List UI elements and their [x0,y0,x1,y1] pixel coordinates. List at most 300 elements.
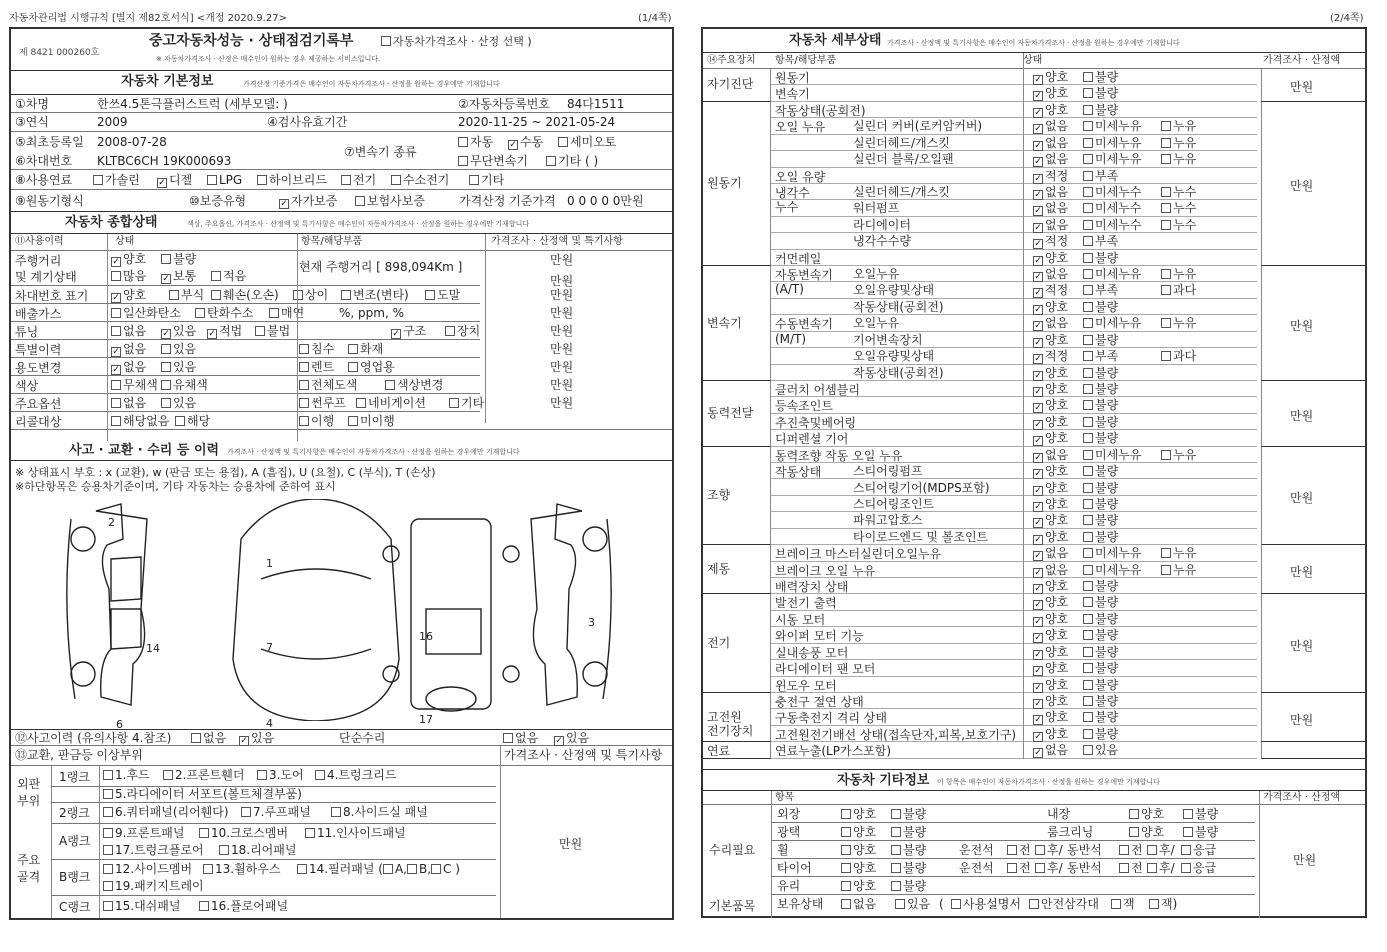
wheel-emergency-checkbox[interactable] [1181,845,1191,855]
rankA-frontpanel[interactable]: 9.프론트패널 [103,827,184,839]
overall-option-checkbox[interactable] [175,416,185,426]
detail-state[interactable]: ✓ 없음 [1033,219,1068,233]
detail-state[interactable]: 미세누유 [1083,120,1141,132]
detail-state-checkbox[interactable] [1033,748,1043,758]
detail-state-checkbox[interactable] [1083,121,1093,131]
fuel-lpg[interactable]: LPG [207,174,242,186]
price-select-checkbox[interactable] [381,36,391,46]
wheel-driver-rear-checkbox[interactable] [1035,845,1045,855]
detail-state[interactable]: ✓ 양호 [1033,728,1068,742]
detail-state[interactable]: 누유 [1161,547,1196,559]
trans-manual[interactable]: ✓ 수동 [508,136,543,150]
rankB-packagetray[interactable]: 19.패키지트레이 [103,880,204,892]
detail-state[interactable]: 누유 [1161,137,1196,149]
detail-state-checkbox[interactable] [1161,351,1171,361]
detail-state-checkbox[interactable] [1033,157,1043,167]
tire-driver-front-checkbox[interactable] [1007,863,1017,873]
tire-emergency-checkbox[interactable] [1181,863,1191,873]
detail-state-checkbox[interactable] [1083,712,1093,722]
items-none[interactable]: 없음 [841,898,876,910]
overall-option[interactable]: ✓ 있음 [161,325,196,339]
glass-bad[interactable]: 불량 [891,880,926,892]
interior-bad[interactable]: 불량 [1183,808,1218,820]
fuel-electric[interactable]: 전기 [341,174,376,186]
tire-good[interactable]: 양호 [841,862,876,874]
overall-option[interactable]: 없음 [111,397,146,409]
detail-state[interactable]: 미세누유 [1083,449,1141,461]
rank2-sidesill[interactable]: 8.사이드실 패널 [331,806,428,818]
detail-state-checkbox[interactable] [1033,715,1043,725]
detail-state[interactable]: ✓ 양호 [1033,334,1068,348]
interior-good-checkbox[interactable] [1129,809,1139,819]
tire-driver-front[interactable]: 전 [1007,862,1031,874]
detail-state[interactable]: ✓ 양호 [1033,596,1068,610]
detail-state[interactable]: 불량 [1083,482,1118,494]
detail-state[interactable]: 과다 [1161,284,1196,296]
glass-good[interactable]: 양호 [841,880,876,892]
wheel-bad[interactable]: 불량 [891,844,926,856]
detail-state[interactable]: ✓ 양호 [1033,104,1068,118]
gloss-good[interactable]: 양호 [841,826,876,838]
detail-state-checkbox[interactable] [1033,288,1043,298]
overall-option-checkbox[interactable] [269,308,279,318]
detail-state-checkbox[interactable] [1033,124,1043,134]
detail-state-checkbox[interactable] [1161,220,1171,230]
detail-state[interactable]: ✓ 없음 [1033,268,1068,282]
detail-state[interactable]: 부족 [1083,170,1118,182]
overall-option[interactable]: 색상변경 [385,379,443,391]
fuel-gasoline[interactable]: 가솔린 [93,174,140,186]
exterior-bad[interactable]: 불량 [891,808,926,820]
detail-state[interactable]: ✓ 적정 [1033,284,1068,298]
rankB-sidemember[interactable]: 12.사이드멤버 [103,863,192,875]
tire-driver-rear-checkbox[interactable] [1035,863,1045,873]
warranty-self[interactable]: ✓ 자가보증 [279,195,337,209]
detail-state-checkbox[interactable] [1083,88,1093,98]
detail-state[interactable]: 미세누수 [1083,202,1141,214]
overall-option[interactable]: ✓ 적법 [207,325,242,339]
cleaning-good-checkbox[interactable] [1129,827,1139,837]
detail-state-checkbox[interactable] [1033,732,1043,742]
items-spanner[interactable]: 잭) [1149,898,1177,910]
overall-option[interactable]: 해당 [175,415,210,427]
overall-option-checkbox[interactable] [161,380,171,390]
detail-state-checkbox[interactable] [1033,584,1043,594]
overall-option[interactable]: 무채색 [111,379,158,391]
rank1-fender[interactable]: 2.프론트휀더 [163,769,244,781]
detail-state[interactable]: 불량 [1083,695,1118,707]
detail-state[interactable]: 불량 [1083,662,1118,674]
detail-state-checkbox[interactable] [1083,450,1093,460]
detail-state[interactable]: ✓ 없음 [1033,153,1068,167]
overall-option[interactable]: 있음 [161,343,196,355]
detail-state-checkbox[interactable] [1033,420,1043,430]
overall-option[interactable]: 유채색 [161,379,208,391]
detail-state-checkbox[interactable] [1083,285,1093,295]
rankC-dash[interactable]: 15.대쉬패널 [103,900,180,912]
detail-state[interactable]: 불량 [1083,104,1118,116]
detail-state-checkbox[interactable] [1033,568,1043,578]
detail-state[interactable]: 미세누유 [1083,153,1141,165]
detail-state[interactable]: ✓ 양호 [1033,416,1068,430]
detail-state-checkbox[interactable] [1083,368,1093,378]
detail-state[interactable]: 불량 [1083,646,1118,658]
detail-state-checkbox[interactable] [1033,403,1043,413]
overall-option[interactable]: 상이 [293,289,328,301]
detail-state-checkbox[interactable] [1033,223,1043,233]
detail-state-checkbox[interactable] [1083,318,1093,328]
detail-state-checkbox[interactable] [1161,269,1171,279]
detail-state[interactable]: ✓ 없음 [1033,120,1068,134]
trans-semi[interactable]: 세미오토 [558,136,616,148]
overall-option-checkbox[interactable] [111,347,121,357]
wheel-driver-front-checkbox[interactable] [1007,845,1017,855]
detail-state-checkbox[interactable] [1033,666,1043,676]
detail-state[interactable]: ✓ 양호 [1033,711,1068,725]
mileage-many[interactable]: 많음 [111,270,146,282]
detail-state-checkbox[interactable] [1033,683,1043,693]
overall-option[interactable]: 매연 [269,307,304,319]
overall-option-checkbox[interactable] [445,326,455,336]
gloss-bad-checkbox[interactable] [891,827,901,837]
detail-state[interactable]: ✓ 양호 [1033,252,1068,266]
detail-state[interactable]: 불량 [1083,465,1118,477]
rank1-hood[interactable]: 1.후드 [103,769,150,781]
detail-state-checkbox[interactable] [1083,581,1093,591]
detail-state[interactable]: ✓ 양호 [1033,383,1068,397]
detail-state[interactable]: ✓ 양호 [1033,301,1068,315]
overall-option-checkbox[interactable] [385,380,395,390]
overall-option[interactable]: 렌트 [299,361,334,373]
detail-state[interactable]: 누수 [1161,202,1196,214]
detail-state[interactable]: ✓ 양호 [1033,662,1068,676]
accident-yes[interactable]: ✓ 있음 [239,732,274,746]
mileage-normal-checkbox[interactable] [161,274,171,284]
items-have-checkbox[interactable] [895,899,905,909]
interior-good[interactable]: 양호 [1129,808,1164,820]
overall-option-checkbox[interactable] [169,290,179,300]
detail-state-checkbox[interactable] [1083,680,1093,690]
overall-option[interactable]: ✓ 양호 [111,289,146,303]
detail-state[interactable]: ✓ 없음 [1033,449,1068,463]
overall-option[interactable]: 있음 [161,397,196,409]
detail-state[interactable]: ✓ 없음 [1033,202,1068,216]
exterior-good-checkbox[interactable] [841,809,851,819]
overall-option[interactable]: 일산화탄소 [111,307,181,319]
overall-option-checkbox[interactable] [391,329,401,339]
overall-option-checkbox[interactable] [341,290,351,300]
detail-state-checkbox[interactable] [1033,256,1043,266]
detail-state-checkbox[interactable] [1033,633,1043,643]
overall-option[interactable]: 네비게이션 [356,397,426,409]
overall-option-checkbox[interactable] [356,398,366,408]
detail-state-checkbox[interactable] [1083,565,1093,575]
overall-option[interactable]: 이행 [299,415,334,427]
overall-option[interactable]: 부식 [169,289,204,301]
detail-state-checkbox[interactable] [1083,302,1093,312]
detail-state[interactable]: 미세누유 [1083,137,1141,149]
detail-state[interactable]: ✓ 양호 [1033,367,1068,381]
items-none-checkbox[interactable] [841,899,851,909]
detail-state-checkbox[interactable] [1033,469,1043,479]
detail-state[interactable]: ✓ 적정 [1033,170,1068,184]
detail-state[interactable]: 누수 [1161,186,1196,198]
detail-state[interactable]: ✓ 양호 [1033,580,1068,594]
detail-state[interactable]: ✓ 양호 [1033,679,1068,693]
rankA-crossmember[interactable]: 10.크로스멤버 [199,827,288,839]
items-manual[interactable]: 사용설명서 [951,898,1021,910]
detail-state[interactable]: ✓ 없음 [1033,547,1068,561]
overall-option-checkbox[interactable] [348,362,358,372]
overall-option[interactable]: 기타 [449,397,484,409]
detail-state[interactable]: 누유 [1161,449,1196,461]
detail-state-checkbox[interactable] [1083,696,1093,706]
mileage-few[interactable]: 적음 [211,270,246,282]
overall-option[interactable]: 변조(변타) [341,289,409,301]
tire-pass-rear[interactable]: 후/ [1147,862,1175,874]
detail-state-checkbox[interactable] [1083,203,1093,213]
mileage-normal[interactable]: ✓ 보통 [161,270,196,284]
detail-state[interactable]: ✓ 양호 [1033,87,1068,101]
trans-other[interactable]: 기타 ( ) [546,155,598,167]
detail-state[interactable]: ✓ 없음 [1033,317,1068,331]
detail-state[interactable]: 누유 [1161,268,1196,280]
detail-state-checkbox[interactable] [1161,565,1171,575]
gloss-good-checkbox[interactable] [841,827,851,837]
detail-state-checkbox[interactable] [1033,75,1043,85]
accident-none[interactable]: 없음 [191,732,226,744]
items-jack[interactable]: 잭 [1111,898,1135,910]
items-have[interactable]: 있음 [895,898,930,910]
detail-state-checkbox[interactable] [1083,532,1093,542]
detail-state-checkbox[interactable] [1033,387,1043,397]
detail-state-checkbox[interactable] [1083,384,1093,394]
overall-option-checkbox[interactable] [348,344,358,354]
detail-state-checkbox[interactable] [1083,663,1093,673]
detail-state-checkbox[interactable] [1033,206,1043,216]
detail-state-checkbox[interactable] [1083,515,1093,525]
detail-state-checkbox[interactable] [1033,354,1043,364]
detail-state[interactable]: 누유 [1161,317,1196,329]
detail-state[interactable]: 불량 [1083,87,1118,99]
detail-state[interactable]: 불량 [1083,252,1118,264]
detail-state[interactable]: ✓ 양호 [1033,613,1068,627]
overall-option[interactable]: 불법 [255,325,290,337]
exterior-bad-checkbox[interactable] [891,809,901,819]
detail-state[interactable]: 미세누수 [1083,219,1141,231]
fuel-diesel[interactable]: ✓ 디젤 [157,174,192,188]
detail-state-checkbox[interactable] [1161,548,1171,558]
wheel-pass-rear[interactable]: 후/ [1147,844,1175,856]
detail-state-checkbox[interactable] [1033,141,1043,151]
detail-state-checkbox[interactable] [1083,729,1093,739]
detail-state[interactable]: 과다 [1161,350,1196,362]
detail-state[interactable]: ✓ 양호 [1033,71,1068,85]
detail-state[interactable]: 미세누수 [1083,186,1141,198]
detail-state-checkbox[interactable] [1033,436,1043,446]
detail-state-checkbox[interactable] [1033,699,1043,709]
detail-state-checkbox[interactable] [1033,174,1043,184]
detail-state[interactable]: ✓ 양호 [1033,399,1068,413]
detail-state-checkbox[interactable] [1033,502,1043,512]
items-manual-checkbox[interactable] [951,899,961,909]
detail-state[interactable]: 미세누유 [1083,268,1141,280]
overall-option-checkbox[interactable] [161,362,171,372]
detail-state[interactable]: 미세누유 [1083,564,1141,576]
detail-state-checkbox[interactable] [1083,647,1093,657]
rankA-insidepanel[interactable]: 11.인사이드패널 [305,827,406,839]
detail-state-checkbox[interactable] [1033,239,1043,249]
overall-option-checkbox[interactable] [299,362,309,372]
overall-option-checkbox[interactable] [195,308,205,318]
detail-state-checkbox[interactable] [1033,486,1043,496]
detail-state[interactable]: ✓ 양호 [1033,482,1068,496]
detail-state-checkbox[interactable] [1083,548,1093,558]
detail-state-checkbox[interactable] [1033,600,1043,610]
detail-state-checkbox[interactable] [1083,236,1093,246]
detail-state-checkbox[interactable] [1033,305,1043,315]
warranty-insurance[interactable]: 보험사보증 [355,195,425,207]
detail-state-checkbox[interactable] [1083,400,1093,410]
overall-option[interactable]: 영업용 [348,361,395,373]
fuel-hybrid[interactable]: 하이브리드 [257,174,327,186]
detail-state-checkbox[interactable] [1033,650,1043,660]
overall-option[interactable]: 썬루프 [299,397,346,409]
detail-state[interactable]: ✓ 없음 [1033,564,1068,578]
detail-state-checkbox[interactable] [1083,335,1093,345]
overall-option[interactable]: ✓ 없음 [111,343,146,357]
overall-option-checkbox[interactable] [211,290,221,300]
detail-state[interactable]: 불량 [1083,580,1118,592]
detail-state-checkbox[interactable] [1083,351,1093,361]
mileage-many-checkbox[interactable] [111,271,121,281]
detail-state[interactable]: 불량 [1083,531,1118,543]
detail-state-checkbox[interactable] [1161,187,1171,197]
detail-state[interactable]: 불량 [1083,416,1118,428]
detail-state-checkbox[interactable] [1083,433,1093,443]
detail-state-checkbox[interactable] [1083,105,1093,115]
overall-option[interactable]: ✓ 구조 [391,325,426,339]
overall-option-checkbox[interactable] [111,326,121,336]
detail-state-checkbox[interactable] [1083,466,1093,476]
detail-state-checkbox[interactable] [1083,483,1093,493]
detail-state[interactable]: 불량 [1083,711,1118,723]
items-jack-checkbox[interactable] [1111,899,1121,909]
overall-option[interactable]: ✓ 없음 [111,361,146,375]
wheel-good-checkbox[interactable] [841,845,851,855]
wheel-driver-front[interactable]: 전 [1007,844,1031,856]
rankB-pillar[interactable]: 14.필러패널 ( A, B, C ) [297,863,460,875]
detail-state-checkbox[interactable] [1083,630,1093,640]
tire-pass-front-checkbox[interactable] [1119,863,1129,873]
interior-bad-checkbox[interactable] [1183,809,1193,819]
detail-state[interactable]: 불량 [1083,498,1118,510]
detail-state[interactable]: 불량 [1083,629,1118,641]
rankC-floor[interactable]: 16.플로어패널 [199,900,288,912]
detail-state[interactable]: 불량 [1083,399,1118,411]
detail-state-checkbox[interactable] [1033,453,1043,463]
detail-state[interactable]: 불량 [1083,514,1118,526]
detail-state[interactable]: ✓ 양호 [1033,432,1068,446]
tire-bad[interactable]: 불량 [891,862,926,874]
detail-state[interactable]: 불량 [1083,613,1118,625]
detail-state[interactable]: 미세누유 [1083,547,1141,559]
rank2-roof[interactable]: 7.루프패널 [241,806,311,818]
detail-state[interactable]: 불량 [1083,432,1118,444]
items-spanner-checkbox[interactable] [1149,899,1159,909]
items-triangle-checkbox[interactable] [1029,899,1039,909]
rank1-trunk[interactable]: 4.트렁크리드 [315,769,396,781]
overall-option-checkbox[interactable] [111,365,121,375]
rank1-radiator[interactable]: 5.라디에이터 서포트(볼트체결부품) [103,788,302,800]
detail-state[interactable]: ✓ 양호 [1033,498,1068,512]
detail-state[interactable]: 누유 [1161,120,1196,132]
detail-state-checkbox[interactable] [1083,269,1093,279]
overall-option-checkbox[interactable] [299,416,309,426]
detail-state-checkbox[interactable] [1083,138,1093,148]
detail-state-checkbox[interactable] [1161,285,1171,295]
tire-pass-rear-checkbox[interactable] [1147,863,1157,873]
overall-option-checkbox[interactable] [293,290,303,300]
detail-state[interactable]: 부족 [1083,284,1118,296]
overall-option-checkbox[interactable] [348,416,358,426]
wheel-pass-front[interactable]: 전 [1119,844,1143,856]
detail-state-checkbox[interactable] [1083,499,1093,509]
overall-option-checkbox[interactable] [161,329,171,339]
tire-good-checkbox[interactable] [841,863,851,873]
rankB-wheelhouse[interactable]: 13.휠하우스 [203,863,280,875]
wheel-pass-rear-checkbox[interactable] [1147,845,1157,855]
simple-yes[interactable]: ✓ 있음 [554,732,589,746]
detail-state[interactable]: ✓ 양호 [1033,695,1068,709]
detail-state[interactable]: ✓ 없음 [1033,137,1068,151]
detail-state-checkbox[interactable] [1161,203,1171,213]
overall-option[interactable]: 침수 [299,343,334,355]
overall-option-checkbox[interactable] [207,329,217,339]
detail-state[interactable]: ✓ 양호 [1033,629,1068,643]
overall-option-checkbox[interactable] [111,416,121,426]
detail-state-checkbox[interactable] [1083,597,1093,607]
wheel-pass-front-checkbox[interactable] [1119,845,1129,855]
overall-option-checkbox[interactable] [299,344,309,354]
detail-state-checkbox[interactable] [1033,551,1043,561]
detail-state-checkbox[interactable] [1161,154,1171,164]
detail-state[interactable]: 불량 [1083,334,1118,346]
detail-state-checkbox[interactable] [1033,338,1043,348]
detail-state-checkbox[interactable] [1033,272,1043,282]
overall-option-checkbox[interactable] [299,380,309,390]
detail-state-checkbox[interactable] [1033,321,1043,331]
trans-auto[interactable]: 자동 [458,136,493,148]
tire-driver-rear[interactable]: 후/ [1035,862,1063,874]
overall-option-checkbox[interactable] [111,398,121,408]
mileage-few-checkbox[interactable] [211,271,221,281]
tire-emergency[interactable]: 응급 [1181,862,1216,874]
overall-option-checkbox[interactable] [111,380,121,390]
fuel-hydrogen[interactable]: 수소전기 [391,174,449,186]
fuel-other[interactable]: 기타 [469,174,504,186]
cleaning-bad-checkbox[interactable] [1183,827,1193,837]
rankA-trunkfloor[interactable]: 17.트렁크플로어 [103,844,204,856]
overall-option-checkbox[interactable] [111,308,121,318]
detail-state-checkbox[interactable] [1083,614,1093,624]
detail-state[interactable]: ✓ 양호 [1033,531,1068,545]
detail-state[interactable]: ✓ 없음 [1033,744,1068,758]
overall-option[interactable]: 미이행 [348,415,395,427]
rank1-door[interactable]: 3.도어 [257,769,304,781]
detail-state-checkbox[interactable] [1033,190,1043,200]
mileage-good-checkbox[interactable] [111,257,121,267]
